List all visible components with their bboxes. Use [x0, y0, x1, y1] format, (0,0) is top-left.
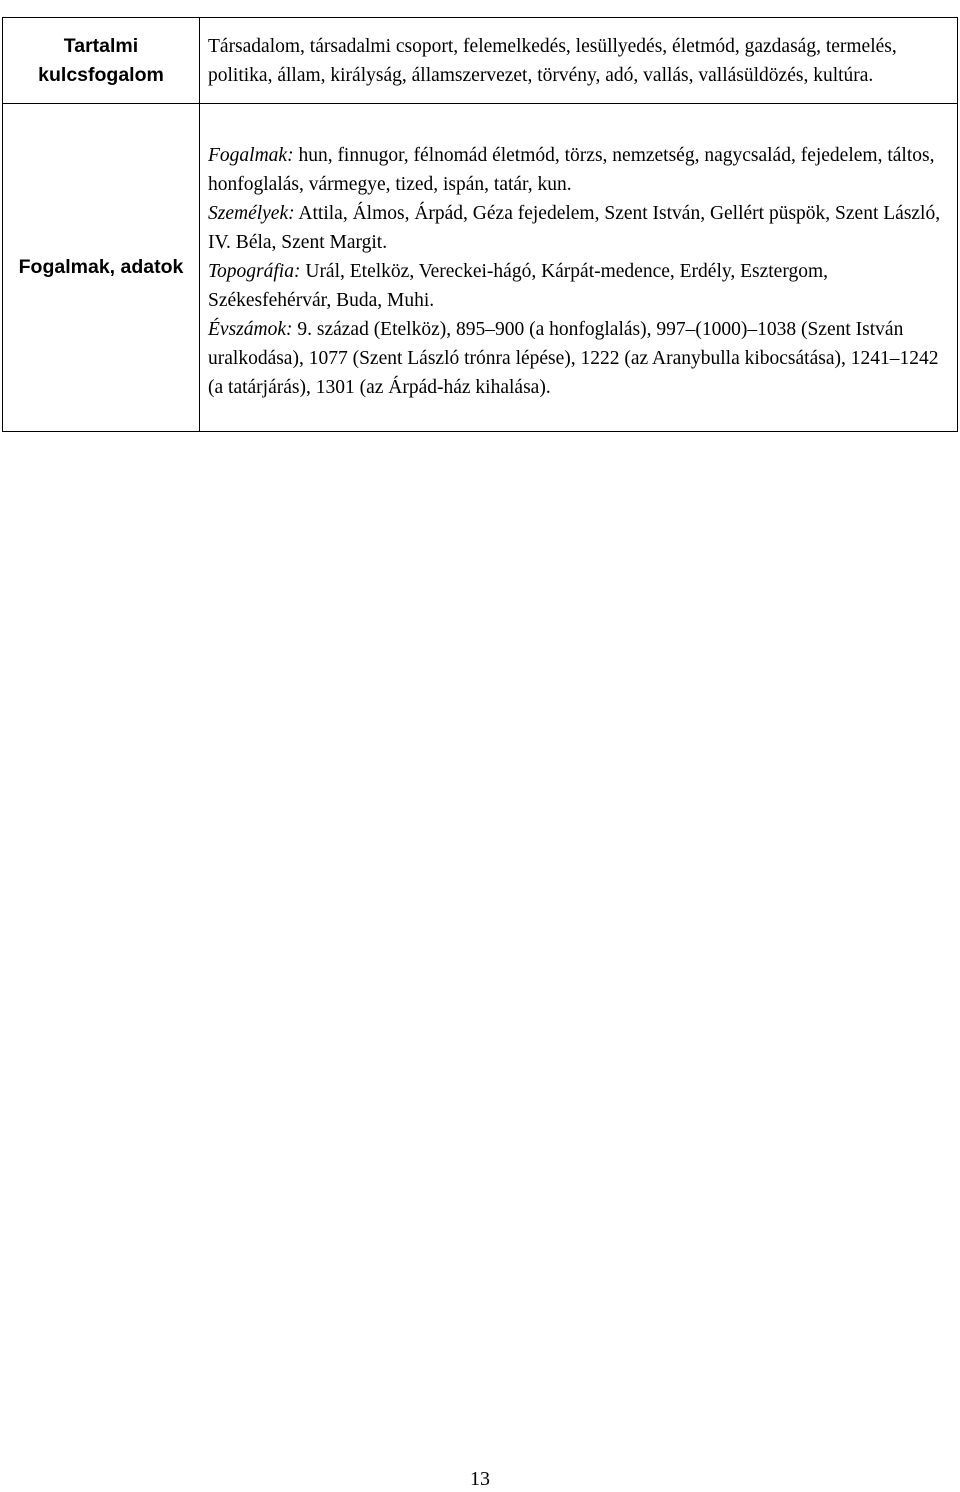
szemelyek-text: Attila, Álmos, Árpád, Géza fejedelem, Szent István, Gellért püspök, Szent László, IV. Béla, Szent Margit. [208, 203, 941, 253]
topografia-lead: Topográfia: [208, 261, 301, 282]
evszamok-text: 9. század (Etelköz), 895–900 (a honfoglalás), 997–(1000)–1038 (Szent István uralkodása), 1077 (Szent László trónra lépése), 1222 (az Aranybulla kibocsátása), 1241–1242 (a tatárjárás), 1301 (az Árpád-ház kihalása). [208, 319, 939, 398]
fogalmak-lead: Fogalmak: [208, 145, 294, 166]
row-label-kulcsfogalom: Tartalmi kulcsfogalom [3, 18, 200, 104]
szemelyek-paragraph [208, 199, 949, 257]
table-row-fogalmak-adatok [3, 104, 958, 432]
row-content-fogalmak-adatok [200, 104, 958, 432]
topografia-text: Urál, Etelköz, Vereckei-hágó, Kárpát-medence, Erdély, Esztergom, Székesfehérvár, Buda, Muhi. [208, 261, 829, 311]
row-label-fogalmak-adatok: Fogalmak, adatok [3, 104, 200, 432]
evszamok-lead: Évszámok: [208, 319, 293, 340]
fogalmak-paragraph [208, 141, 949, 199]
szemelyek-lead: Személyek: [208, 203, 295, 224]
fogalmak-text: hun, finnugor, félnomád életmód, törzs, nemzetség, nagycsalád, fejedelem, táltos, honfoglalás, vármegye, tized, ispán, tatár, kun. [208, 145, 935, 195]
curriculum-table [2, 17, 958, 432]
table-row-kulcsfogalom [3, 18, 958, 104]
kulcsfogalom-text: Társadalom, társadalmi csoport, felemelkedés, lesüllyedés, életmód, gazdaság, termelés, politika, állam, királyság, államszervezet, törvény, adó, vallás, vallásüldözés, kultúra. [208, 36, 897, 86]
row-content-kulcsfogalom [200, 18, 958, 104]
evszamok-paragraph [208, 315, 949, 402]
topografia-paragraph [208, 257, 949, 315]
page-number: 13 [470, 1468, 490, 1490]
